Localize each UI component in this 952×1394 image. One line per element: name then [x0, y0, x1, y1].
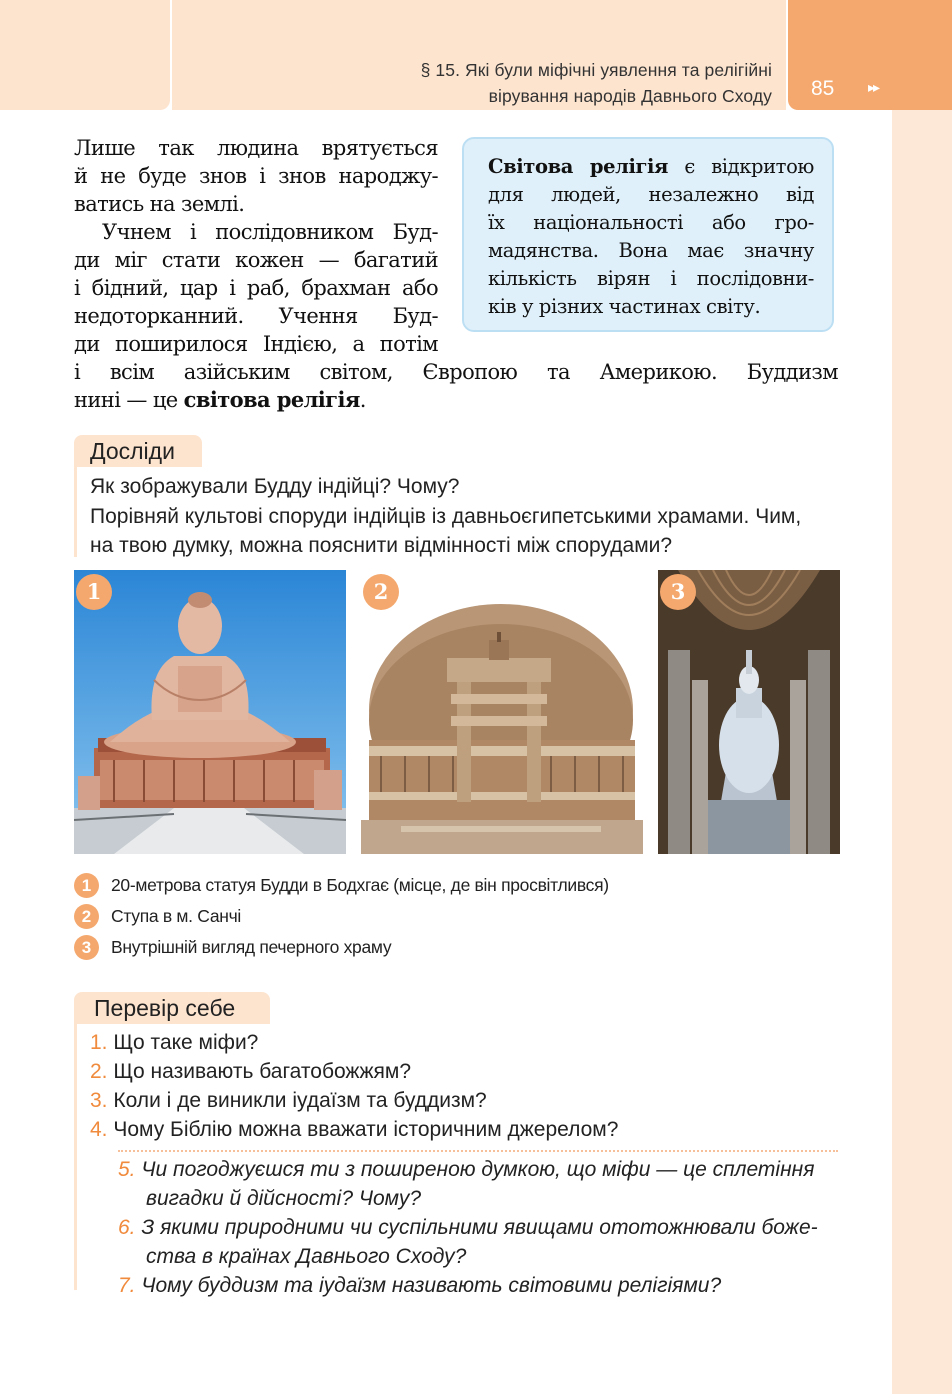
photo-badge-1: 1: [76, 574, 112, 610]
text-span: нині — це: [74, 388, 184, 412]
advanced-item-cont: ства в країнах Давнього Сходу?: [146, 1245, 467, 1268]
chapter-title-line2: вірування народів Давнього Сходу: [488, 86, 772, 106]
explore-heading: Досліди: [74, 435, 202, 467]
advanced-item-number: 6.: [118, 1216, 136, 1239]
explore-side-bar: [74, 467, 77, 557]
check-item: [90, 1028, 258, 1058]
text-line: і бідний, цар і раб, брахман або: [74, 276, 438, 300]
buddha-statue-image: [74, 570, 346, 854]
page-number: 85: [811, 77, 835, 100]
check-item-text: Коли і де виникли іудаїзм та буддизм?: [113, 1089, 487, 1112]
text-line: недоторканний. Учення Буд-: [74, 304, 438, 328]
check-item: [90, 1115, 618, 1145]
advanced-item-number: 5.: [118, 1158, 136, 1181]
photo-cave-temple: [658, 570, 840, 854]
definition-line: для людей, незалежно від: [488, 183, 814, 206]
chapter-title: [252, 57, 772, 109]
advanced-item-cont: вигадки й дійсності? Чому?: [146, 1187, 422, 1210]
definition-line: [488, 153, 814, 181]
check-item-text: Чому Біблію можна вважати історичним джерелом?: [113, 1118, 619, 1141]
photo-buddha-statue: [74, 570, 346, 854]
advanced-item-text: Чи погоджуєшся ти з поширеною думкою, що міфи — це сплетіння: [141, 1158, 815, 1181]
header-left-block: [0, 0, 170, 110]
check-item-number: 2.: [90, 1060, 108, 1083]
photo-badge-3: 3: [660, 574, 696, 610]
text-line: й не буде знов і знов народжу-: [74, 164, 438, 188]
explore-question-2-line2: на твою думку, можна пояснити відмінності між спорудами?: [90, 534, 673, 557]
definition-line: їх національності або гро-: [488, 211, 814, 234]
check-item-number: 4.: [90, 1118, 108, 1141]
advanced-item-text: Чому буддизм та іудаїзм називають світовими релігіями?: [141, 1274, 722, 1297]
check-item-number: 1.: [90, 1031, 108, 1054]
text-line: ди міг стати кожен — багатий: [74, 248, 438, 272]
caption-2: [74, 904, 241, 930]
check-item: [90, 1057, 411, 1087]
check-heading: Перевір себе: [74, 992, 270, 1024]
right-margin-strip: [892, 110, 952, 1394]
text-line: Учнем і послідовником Буд-: [102, 220, 438, 244]
definition-term: Світова релігія: [488, 155, 669, 178]
check-item: [90, 1086, 487, 1116]
check-item-number: 3.: [90, 1089, 108, 1112]
definition-line: мадянства. Вона має значну: [488, 239, 814, 262]
next-page-icon[interactable]: ▸▸: [868, 80, 879, 96]
advanced-item: [118, 1271, 721, 1301]
caption-text-3: Внутрішній вигляд печерного храму: [111, 937, 392, 957]
stupa-image: [361, 570, 643, 854]
caption-number-1: 1: [74, 873, 99, 898]
text-line: Лише так людина врятується: [74, 136, 438, 160]
photo-badge-2: 2: [363, 574, 399, 610]
text-line: [74, 386, 838, 414]
key-term: світова релігія: [183, 387, 360, 412]
caption-3: [74, 935, 391, 961]
explore-question-2-line1: Порівняй культові споруди індійців із давньоєгипетськими храмами. Чим,: [90, 505, 802, 528]
advanced-item: [118, 1213, 818, 1243]
text-line: ватись на землі.: [74, 192, 245, 216]
advanced-divider: [118, 1150, 838, 1152]
definition-line: кількість вірян і послідовни-: [488, 267, 814, 290]
advanced-item: [118, 1155, 814, 1185]
advanced-item-text: З якими природними чи суспільними явищами ототожнювали боже-: [141, 1216, 818, 1239]
text-line: і всім азійським світом, Європою та Америкою. Буддизм: [74, 360, 838, 384]
definition-text: є відкритою: [668, 155, 814, 178]
chapter-title-line1: § 15. Які були міфічні уявлення та релігійні: [420, 60, 772, 80]
body-text-wide: [74, 358, 838, 414]
caption-1: [74, 873, 609, 899]
caption-number-3: 3: [74, 935, 99, 960]
explore-question-1: Як зображували Будду індійці? Чому?: [90, 475, 460, 498]
definition-box: [462, 137, 834, 332]
caption-text-1: 20-метрова статуя Будди в Бодхгає (місце, де він просвітлився): [111, 875, 609, 895]
advanced-item-number: 7.: [118, 1274, 136, 1297]
caption-number-2: 2: [74, 904, 99, 929]
cave-temple-image: [658, 570, 840, 854]
text-span: .: [359, 388, 366, 412]
check-item-text: Що таке міфи?: [113, 1031, 259, 1054]
check-side-bar: [74, 1024, 77, 1290]
photo-stupa: [361, 570, 643, 854]
definition-line: ків у різних частинах світу.: [488, 295, 761, 318]
caption-text-2: Ступа в м. Санчі: [111, 906, 242, 926]
check-item-text: Що називають багатобожжям?: [113, 1060, 411, 1083]
text-line: ди поширилося Індією, а потім: [74, 332, 438, 356]
